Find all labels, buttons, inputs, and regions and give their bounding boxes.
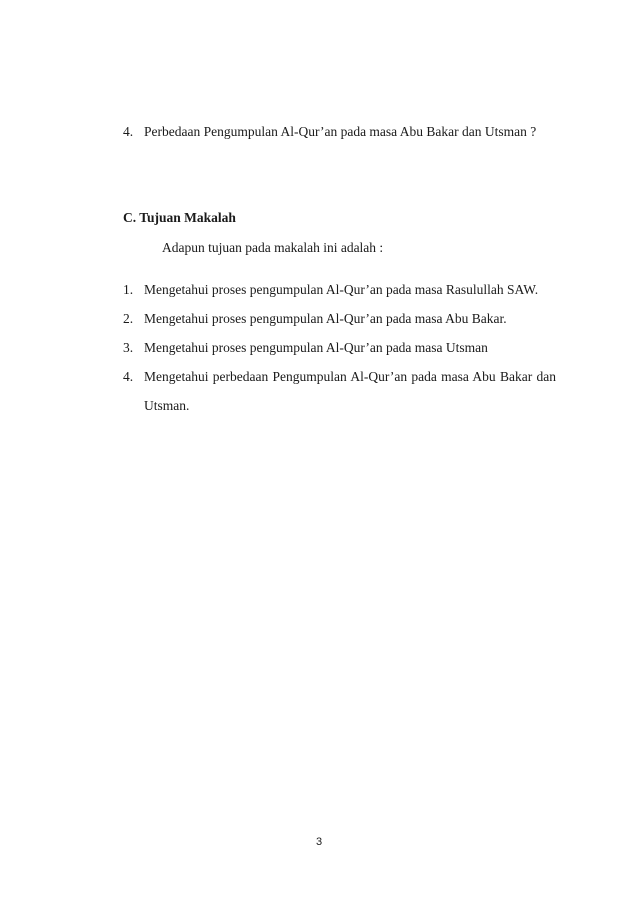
page-number: 3 bbox=[315, 836, 323, 848]
list-number: 1. bbox=[123, 282, 134, 297]
list-text: Mengetahui proses pengumpulan Al-Qur’an pada masa Abu Bakar. bbox=[144, 311, 507, 326]
list-item-continuation: Utsman. bbox=[144, 398, 190, 413]
list-text: Mengetahui proses pengumpulan Al-Qur’an pada masa Utsman bbox=[144, 340, 488, 355]
list-text: Mengetahui perbedaan Pengumpulan Al-Qur’an pada masa Abu Bakar dan bbox=[144, 369, 556, 384]
list-number: 4. bbox=[123, 369, 134, 384]
list-text: Perbedaan Pengumpulan Al-Qur’an pada masa Abu Bakar dan Utsman ? bbox=[144, 124, 537, 139]
section-heading: C. Tujuan Makalah bbox=[123, 210, 236, 225]
section-intro: Adapun tujuan pada makalah ini adalah : bbox=[162, 240, 384, 255]
list-number: 2. bbox=[123, 311, 134, 326]
list-text: Mengetahui proses pengumpulan Al-Qur’an pada masa Rasulullah SAW. bbox=[144, 282, 539, 297]
list-number: 4. bbox=[123, 124, 134, 139]
list-number: 3. bbox=[123, 340, 134, 355]
